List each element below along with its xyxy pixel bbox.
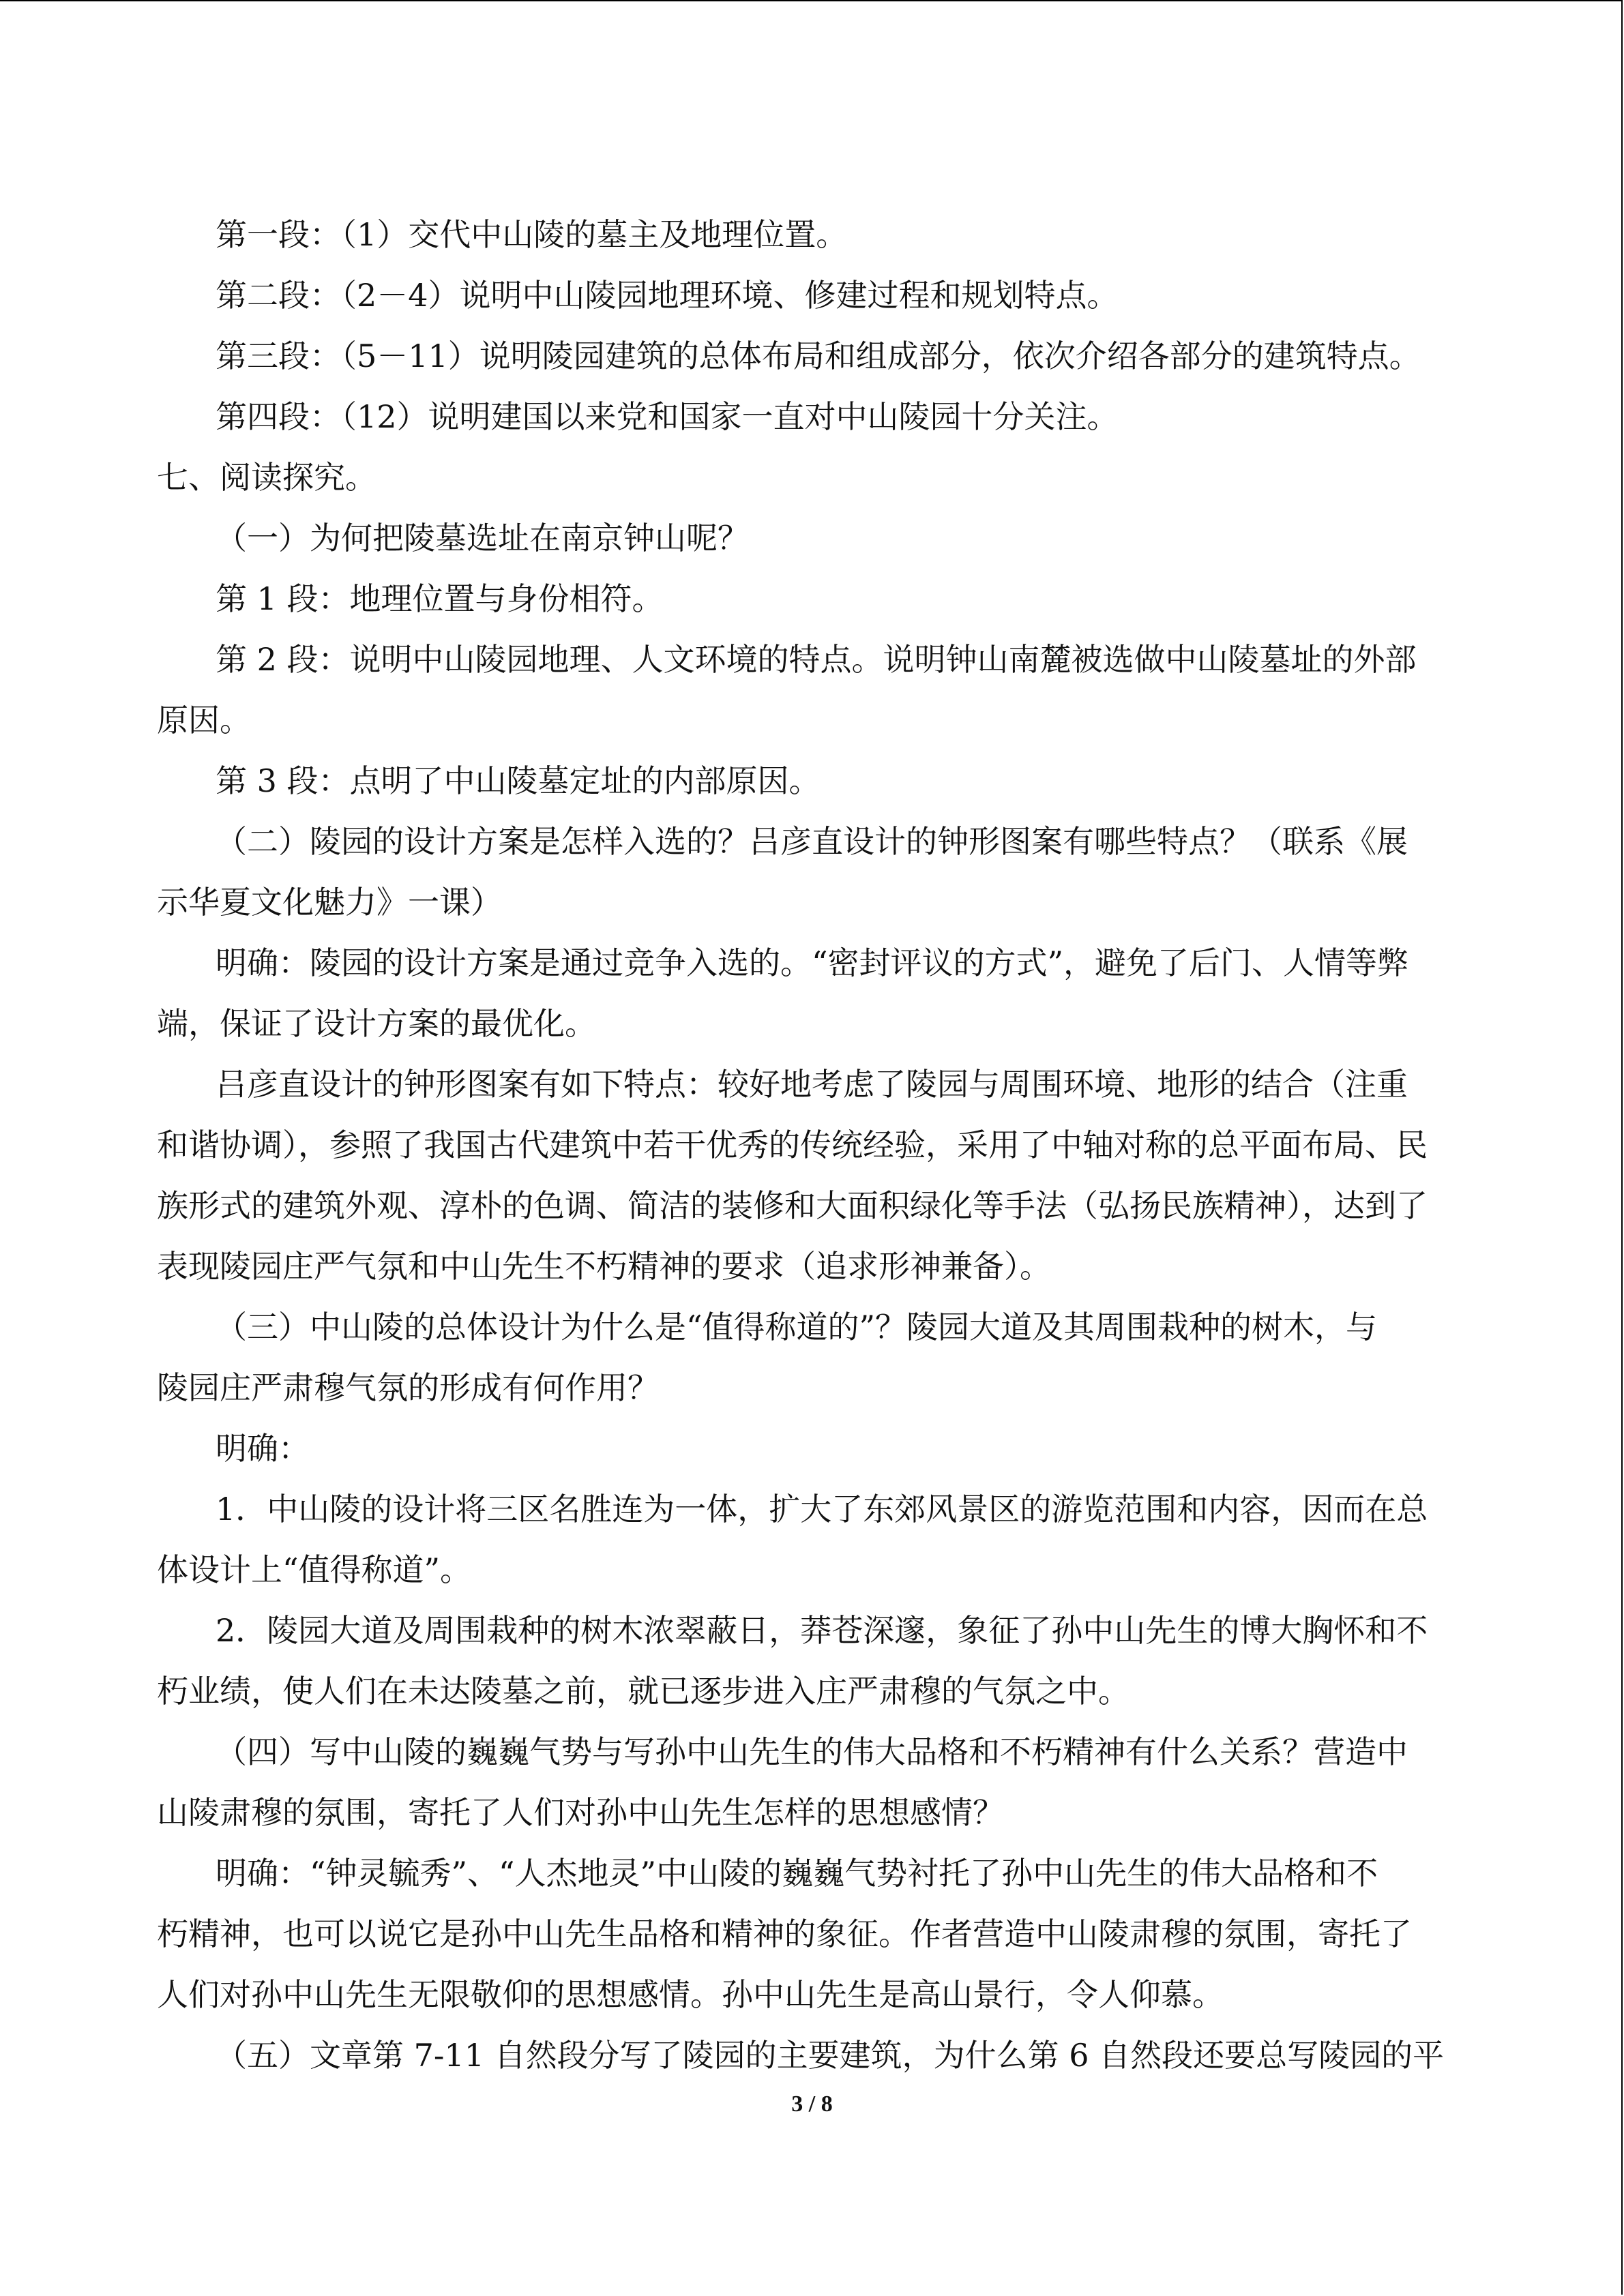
text-line: 和谐协调），参照了我国古代建筑中若干优秀的传统经验，采用了中轴对称的总平面布局、民 <box>157 1127 1428 1163</box>
text-line: （一）为何把陵墓选址在南京钟山呢？ <box>216 520 749 556</box>
text-line: 七、阅读探究。 <box>157 459 377 496</box>
text-line: 表现陵园庄严气氛和中山先生不朽精神的要求（追求形神兼备）。 <box>157 1248 1051 1285</box>
text-line: 原因。 <box>157 702 251 739</box>
text-line: 明确： <box>216 1430 310 1467</box>
text-line: 第二段：（2－4）说明中山陵园地理环境、修建过程和规划特点。 <box>216 277 1119 314</box>
text-line: 人们对孙中山先生无限敬仰的思想感情。孙中山先生是高山景行，令人仰慕。 <box>157 1976 1224 2013</box>
text-line: 第 3 段：点明了中山陵墓定址的内部原因。 <box>216 762 821 799</box>
text-line: 朽精神，也可以说它是孙中山先生品格和精神的象征。作者营造中山陵肃穆的氛围，寄托了 <box>157 1915 1412 1952</box>
text-line: 陵园庄严肃穆气氛的形成有何作用？ <box>157 1369 659 1406</box>
text-line: （四）写中山陵的巍巍气势与写孙中山先生的伟大品格和不朽精神有什么关系？营造中 <box>216 1733 1408 1770</box>
text-line: 体设计上“值得称道”。 <box>157 1551 472 1588</box>
text-line: （五）文章第 7-11 自然段分写了陵园的主要建筑，为什么第 6 自然段还要总写陵园的平 <box>216 2037 1445 2074</box>
text-line: 第四段：（12）说明建国以来党和国家一直对中山陵园十分关注。 <box>216 398 1119 435</box>
page-number: 3 / 8 <box>791 2091 833 2117</box>
text-line: （三）中山陵的总体设计为什么是“值得称道的”？陵园大道及其周围栽种的树木，与 <box>216 1309 1378 1345</box>
text-line: 吕彦直设计的钟形图案有如下特点：较好地考虑了陵园与周围环境、地形的结合（注重 <box>216 1066 1408 1103</box>
text-line: 第 2 段：说明中山陵园地理、人文环境的特点。说明钟山南麓被选做中山陵墓址的外部 <box>216 641 1417 678</box>
text-line: （二）陵园的设计方案是怎样入选的？吕彦直设计的钟形图案有哪些特点？（联系《展 <box>216 823 1408 860</box>
text-line: 族形式的建筑外观、淳朴的色调、简洁的装修和大面积绿化等手法（弘扬民族精神），达到了 <box>157 1187 1428 1224</box>
text-line: 第 1 段：地理位置与身份相符。 <box>216 580 664 617</box>
text-line: 第三段：（5－11）说明陵园建筑的总体布局和组成部分，依次介绍各部分的建筑特点。 <box>216 338 1421 374</box>
text-line: 2．陵园大道及周围栽种的树木浓翠蔽日，莽苍深邃，象征了孙中山先生的博大胸怀和不 <box>216 1612 1428 1649</box>
text-line: 第一段：（1）交代中山陵的墓主及地理位置。 <box>216 216 848 253</box>
document-body <box>157 205 1466 2086</box>
text-line: 朽业绩，使人们在未达陵墓之前，就已逐步进入庄严肃穆的气氛之中。 <box>157 1673 1130 1710</box>
text-line: 1．中山陵的设计将三区名胜连为一体，扩大了东郊风景区的游览范围和内容，因而在总 <box>216 1491 1428 1527</box>
text-line: 示华夏文化魅力》一课） <box>157 884 502 921</box>
text-line: 山陵肃穆的氛围，寄托了人们对孙中山先生怎样的思想感情？ <box>157 1794 1004 1831</box>
text-line: 明确：陵园的设计方案是通过竞争入选的。“密封评议的方式”，避免了后门、人情等弊 <box>216 944 1409 981</box>
text-line: 端，保证了设计方案的最优化。 <box>157 1005 596 1042</box>
text-line: 明确：“钟灵毓秀”、“人杰地灵”中山陵的巍巍气势衬托了孙中山先生的伟大品格和不 <box>216 1855 1378 1892</box>
